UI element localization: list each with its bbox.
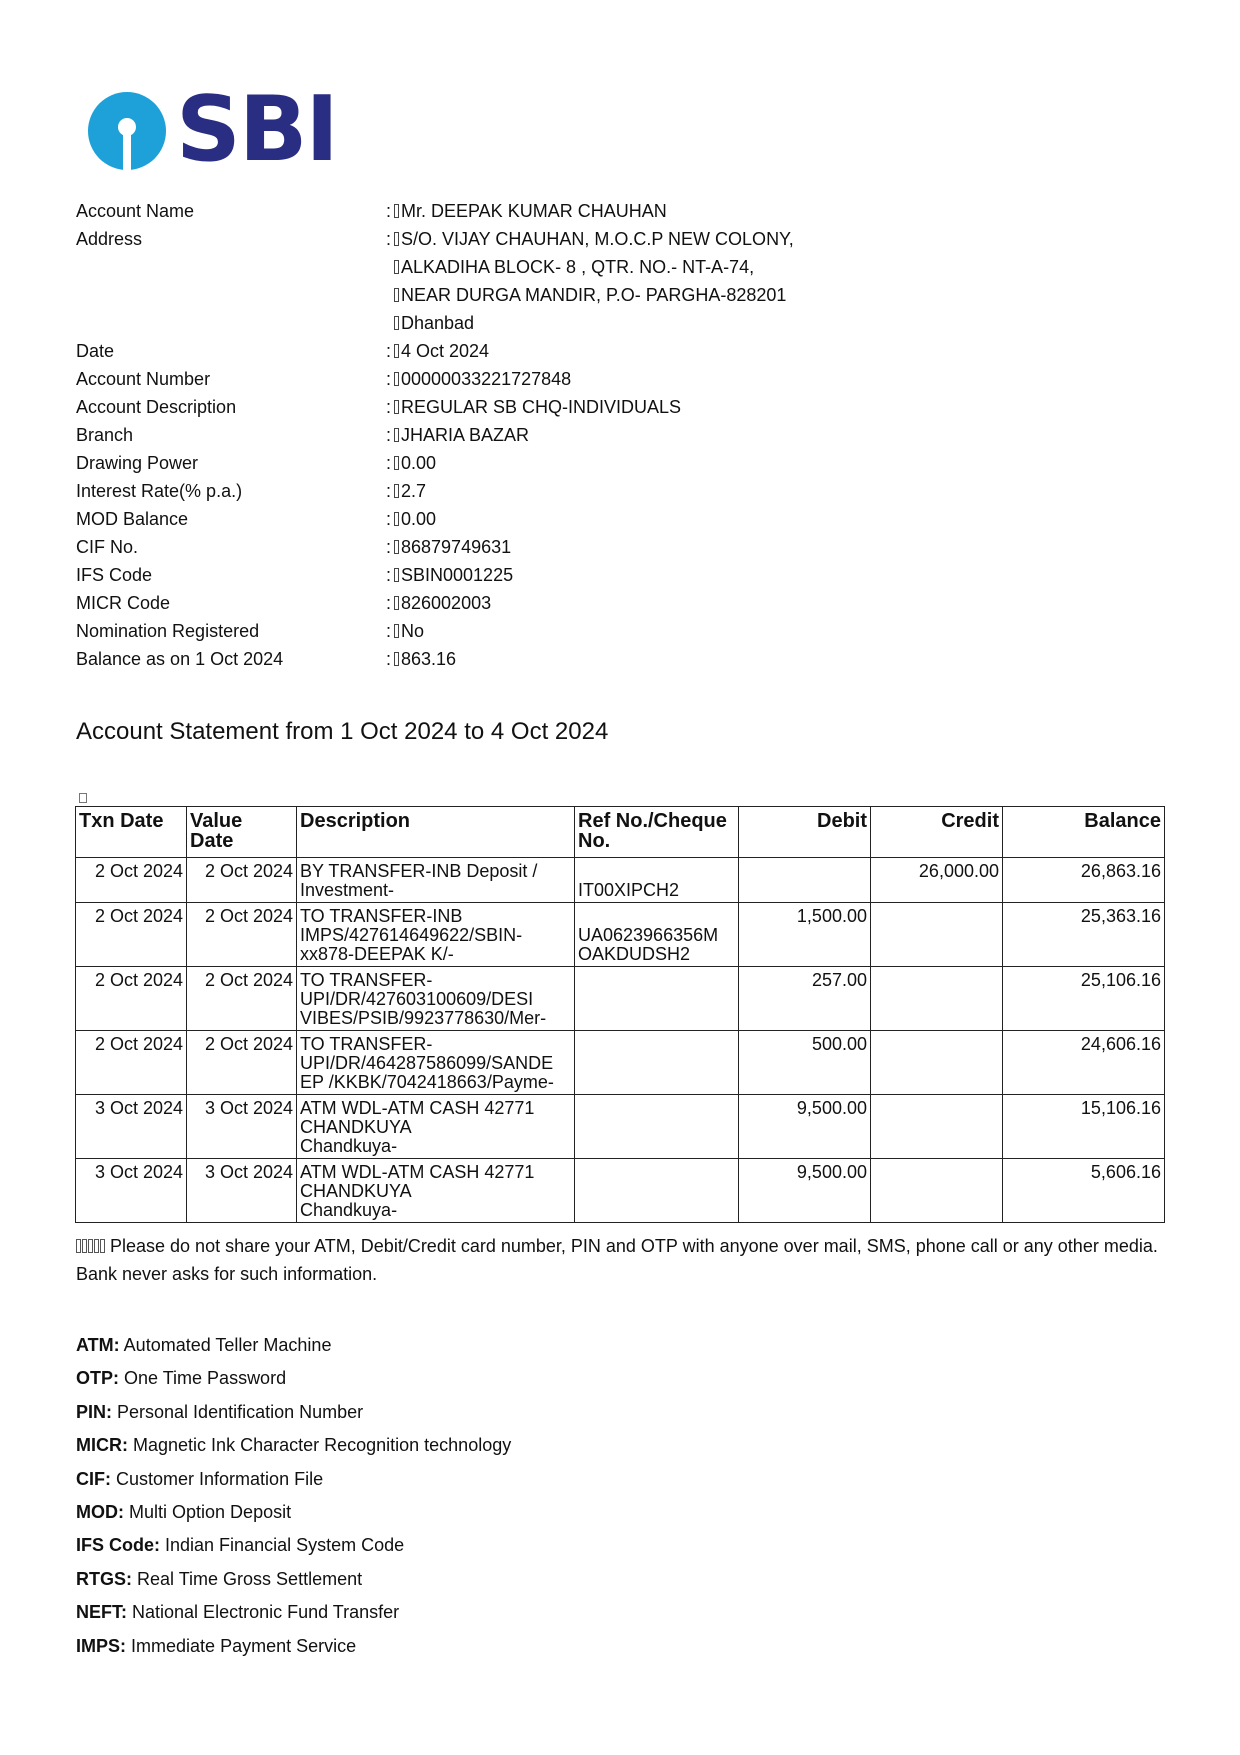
description-line: UPI/DR/464287586099/SANDE: [300, 1053, 554, 1073]
cell-balance: 15,106.16: [1003, 1095, 1165, 1159]
cell-description: [297, 1095, 575, 1159]
glossary-item: [76, 1568, 511, 1601]
account-info-row: [76, 393, 896, 421]
ref-line: OAKDUDSH2: [578, 944, 691, 964]
account-info-value-wrap: [386, 533, 511, 561]
colon-separator: :: [386, 481, 392, 501]
glossary-definition: Customer Information File: [116, 1468, 324, 1489]
description-line: BY TRANSFER-INB Deposit /: [300, 861, 538, 881]
account-info-label: Balance as on 1 Oct 2024: [76, 649, 284, 669]
cell-credit: [871, 903, 1003, 967]
placeholder-glyph: [79, 793, 87, 803]
cell-ref-no: [575, 1159, 739, 1223]
description-line: CHANDKUYA: [300, 1181, 412, 1201]
description-line: Chandkuya-: [300, 1200, 398, 1220]
account-info-value: 4 Oct 2024: [401, 341, 490, 361]
description-line: TO TRANSFER-: [300, 970, 433, 990]
ref-line: [578, 907, 735, 926]
glossary-definition: Indian Financial System Code: [165, 1535, 405, 1556]
account-info-value: Dhanbad: [401, 313, 475, 333]
account-info-value-wrap: [386, 589, 491, 617]
description-line: Investment-: [300, 880, 395, 900]
glossary-definition: Personal Identification Number: [117, 1401, 364, 1422]
header-balance: Balance: [1003, 807, 1165, 858]
description-line: ATM WDL-ATM CASH 42771: [300, 1162, 535, 1182]
cell-balance: 5,606.16: [1003, 1159, 1165, 1223]
glossary-term: OTP:: [76, 1368, 119, 1389]
placeholder-glyph: [394, 624, 399, 638]
header-value-date: [187, 807, 297, 858]
description-line: xx878-DEEPAK K/-: [300, 944, 454, 964]
glossary-item: [76, 1635, 511, 1668]
cell-ref-no: [575, 903, 739, 967]
account-info-value: ALKADIHA BLOCK- 8 , QTR. NO.- NT-A-74,: [401, 257, 755, 277]
account-info-value-wrap: [386, 253, 754, 281]
cell-ref-no: [575, 1031, 739, 1095]
placeholder-glyphs: [76, 1239, 110, 1253]
account-info-label: Account Description: [76, 397, 237, 417]
cell-txn-date: 2 Oct 2024: [76, 1031, 187, 1095]
account-info-value-wrap: [386, 225, 794, 253]
cell-description: [297, 858, 575, 903]
account-info-row: [76, 281, 896, 309]
cell-txn-date: 2 Oct 2024: [76, 967, 187, 1031]
transactions-table: [75, 806, 1165, 1223]
cell-debit: 9,500.00: [739, 1159, 871, 1223]
ref-line: [578, 1163, 735, 1182]
account-info-row: [76, 309, 896, 337]
glossary-item: [76, 1334, 511, 1367]
colon-separator: :: [386, 565, 392, 585]
glossary-item: [76, 1468, 511, 1501]
cell-txn-date: 3 Oct 2024: [76, 1095, 187, 1159]
ref-line: [578, 971, 735, 990]
account-info-value-wrap: [386, 365, 571, 393]
glossary-term: MOD:: [76, 1501, 124, 1522]
placeholder-glyph: [394, 400, 399, 414]
ref-line: [578, 1035, 735, 1054]
cell-debit: 9,500.00: [739, 1095, 871, 1159]
placeholder-glyph: [394, 540, 399, 554]
cell-value-date: 3 Oct 2024: [187, 1095, 297, 1159]
account-info-label: [76, 281, 386, 309]
sbi-logo-icon: [86, 90, 168, 172]
cell-ref-no: [575, 967, 739, 1031]
colon-separator: :: [386, 453, 392, 473]
cell-ref-no: [575, 1095, 739, 1159]
cell-description: [297, 967, 575, 1031]
placeholder-glyph: [394, 484, 399, 498]
cell-value-date: 2 Oct 2024: [187, 903, 297, 967]
account-info-row: [76, 561, 896, 589]
account-info-value: SBIN0001225: [401, 565, 514, 585]
cell-balance: 25,106.16: [1003, 967, 1165, 1031]
placeholder-glyph: [394, 260, 399, 274]
account-info-row: [76, 617, 896, 645]
header-ref-line1: Ref No./Cheque: [578, 810, 727, 832]
account-info-label: CIF No.: [76, 537, 139, 557]
cell-description: [297, 903, 575, 967]
account-info-row: [76, 197, 896, 225]
placeholder-glyph: [394, 512, 399, 526]
header-credit: Credit: [871, 807, 1003, 858]
header-ref-no: [575, 807, 739, 858]
colon-separator: :: [386, 397, 392, 417]
account-info-row: [76, 449, 896, 477]
security-warning-text: Please do not share your ATM, Debit/Credit card number, PIN and OTP with anyone over mail, SMS, phone call or any other media. Bank never asks for such information.: [76, 1236, 1158, 1284]
cell-debit: 1,500.00: [739, 903, 871, 967]
colon-separator: :: [386, 201, 392, 221]
description-line: TO TRANSFER-INB: [300, 906, 463, 926]
cell-value-date: 2 Oct 2024: [187, 1031, 297, 1095]
cell-description: [297, 1159, 575, 1223]
account-info-value: Mr. DEEPAK KUMAR CHAUHAN: [401, 201, 667, 221]
glossary-definition: National Electronic Fund Transfer: [132, 1602, 400, 1623]
account-info-value: 863.16: [401, 649, 457, 669]
header-value-date-line1: Value: [190, 810, 243, 832]
description-line: ATM WDL-ATM CASH 42771: [300, 1098, 535, 1118]
sbi-logo-text: SBI: [176, 77, 337, 182]
cell-txn-date: 3 Oct 2024: [76, 1159, 187, 1223]
account-info-value: No: [401, 621, 425, 641]
colon-separator: :: [386, 229, 392, 249]
placeholder-glyph: [394, 204, 399, 218]
cell-credit: 26,000.00: [871, 858, 1003, 903]
placeholder-glyph: [394, 372, 399, 386]
placeholder-glyph: [394, 316, 399, 330]
colon-separator: :: [386, 621, 392, 641]
account-info-value-wrap: [386, 561, 513, 589]
account-info-row: [76, 645, 896, 673]
account-info-row: [76, 477, 896, 505]
account-info-label: Interest Rate(% p.a.): [76, 481, 243, 501]
glossary-item: [76, 1501, 511, 1534]
glossary-item: [76, 1367, 511, 1400]
account-info-label: Drawing Power: [76, 453, 199, 473]
account-info-value-wrap: [386, 645, 456, 673]
account-info-value: 0.00: [401, 453, 437, 473]
glossary-term: IMPS:: [76, 1635, 127, 1656]
header-description: Description: [297, 807, 575, 858]
glossary-term: PIN:: [76, 1401, 112, 1422]
account-info-value: REGULAR SB CHQ-INDIVIDUALS: [401, 397, 682, 417]
description-line: EP /KKBK/7042418663/Payme-: [300, 1072, 554, 1092]
table-header-row: [76, 807, 1165, 858]
glossary-definition: Immediate Payment Service: [131, 1635, 357, 1656]
account-info-label: IFS Code: [76, 565, 153, 585]
glossary-item: [76, 1401, 511, 1434]
description-line: IMPS/427614649622/SBIN-: [300, 925, 523, 945]
placeholder-glyph: [394, 232, 399, 246]
account-info-row: [76, 421, 896, 449]
glossary-term: IFS Code:: [76, 1535, 160, 1556]
placeholder-glyph: [394, 344, 399, 358]
ref-line: UA0623966356M: [578, 925, 719, 945]
account-info-value: 826002003: [401, 593, 492, 613]
ref-line: [578, 1099, 735, 1118]
cell-credit: [871, 1031, 1003, 1095]
colon-separator: :: [386, 509, 392, 529]
glossary-term: CIF:: [76, 1468, 111, 1489]
table-row: [76, 1095, 1165, 1159]
header-ref-line2: No.: [578, 830, 611, 852]
account-info-label: Branch: [76, 425, 134, 445]
account-info-value: 0.00: [401, 509, 437, 529]
account-info-value: 00000033221727848: [401, 369, 572, 389]
account-info-row: [76, 365, 896, 393]
cell-ref-no: [575, 858, 739, 903]
glossary-term: MICR:: [76, 1435, 128, 1456]
cell-description: [297, 1031, 575, 1095]
glossary-term: NEFT:: [76, 1602, 127, 1623]
header-debit: Debit: [739, 807, 871, 858]
account-info-label: [76, 253, 386, 281]
cell-debit: 500.00: [739, 1031, 871, 1095]
glossary-term: RTGS:: [76, 1568, 132, 1589]
glossary-definition: Real Time Gross Settlement: [137, 1568, 363, 1589]
colon-separator: :: [386, 649, 392, 669]
table-row: [76, 1159, 1165, 1223]
account-info-label: Nomination Registered: [76, 621, 260, 641]
colon-separator: :: [386, 593, 392, 613]
ref-line: IT00XIPCH2: [578, 880, 680, 900]
colon-separator: :: [386, 425, 392, 445]
account-info-value-wrap: [386, 505, 436, 533]
table-row: [76, 967, 1165, 1031]
account-info-label: MICR Code: [76, 593, 171, 613]
account-info-value-wrap: [386, 197, 667, 225]
placeholder-glyph: [394, 456, 399, 470]
account-info-label: Date: [76, 341, 115, 361]
colon-separator: :: [386, 369, 392, 389]
glossary-term: ATM:: [76, 1335, 120, 1355]
account-info-value: NEAR DURGA MANDIR, P.O- PARGHA-828201: [401, 285, 787, 305]
account-info-label: MOD Balance: [76, 509, 189, 529]
glossary: [76, 1334, 511, 1668]
cell-debit: 257.00: [739, 967, 871, 1031]
placeholder-glyph: [394, 652, 399, 666]
account-info-label: Account Number: [76, 369, 211, 389]
security-warning: [76, 1232, 1166, 1288]
account-info-row: [76, 505, 896, 533]
cell-balance: 26,863.16: [1003, 858, 1165, 903]
cell-txn-date: 2 Oct 2024: [76, 858, 187, 903]
account-info-row: [76, 253, 896, 281]
description-line: Chandkuya-: [300, 1136, 398, 1156]
account-info-row: [76, 225, 896, 253]
placeholder-glyph: [394, 428, 399, 442]
colon-separator: :: [386, 341, 392, 361]
cell-value-date: 2 Oct 2024: [187, 858, 297, 903]
account-info-value-wrap: [386, 421, 529, 449]
glossary-item: [76, 1434, 511, 1467]
header-txn-date: Txn Date: [76, 807, 187, 858]
cell-balance: 25,363.16: [1003, 903, 1165, 967]
account-info-row: [76, 337, 896, 365]
account-info-row: [76, 533, 896, 561]
description-line: CHANDKUYA: [300, 1117, 412, 1137]
glossary-definition: One Time Password: [124, 1368, 287, 1389]
cell-balance: 24,606.16: [1003, 1031, 1165, 1095]
account-info: [76, 197, 896, 673]
account-info-label: [76, 309, 386, 337]
cell-value-date: 2 Oct 2024: [187, 967, 297, 1031]
glossary-item: [76, 1601, 511, 1634]
glossary-definition: Multi Option Deposit: [129, 1501, 292, 1522]
description-line: VIBES/PSIB/9923778630/Mer-: [300, 1008, 547, 1028]
account-info-value-wrap: [386, 477, 426, 505]
ref-line: [578, 862, 735, 881]
table-row: [76, 858, 1165, 903]
account-info-value-wrap: [386, 393, 681, 421]
account-info-value: 2.7: [401, 481, 427, 501]
sbi-logo: [86, 77, 337, 182]
cell-value-date: 3 Oct 2024: [187, 1159, 297, 1223]
statement-title: Account Statement from 1 Oct 2024 to 4 Oct 2024: [76, 718, 609, 745]
cell-credit: [871, 1159, 1003, 1223]
account-info-value-wrap: [386, 309, 474, 337]
glossary-definition: Magnetic Ink Character Recognition technology: [133, 1435, 512, 1456]
account-info-value-wrap: [386, 337, 489, 365]
cell-credit: [871, 967, 1003, 1031]
table-row: [76, 903, 1165, 967]
account-info-label: Account Name: [76, 201, 195, 221]
account-info-value: JHARIA BAZAR: [401, 425, 530, 445]
placeholder-glyph: [394, 288, 399, 302]
account-info-value: 86879749631: [401, 537, 512, 557]
account-info-value: S/O. VIJAY CHAUHAN, M.O.C.P NEW COLONY,: [401, 229, 794, 249]
header-value-date-line2: Date: [190, 830, 234, 852]
account-info-value-wrap: [386, 617, 424, 645]
cell-credit: [871, 1095, 1003, 1159]
cell-txn-date: 2 Oct 2024: [76, 903, 187, 967]
account-info-value-wrap: [386, 449, 436, 477]
description-line: UPI/DR/427603100609/DESI: [300, 989, 534, 1009]
description-line: TO TRANSFER-: [300, 1034, 433, 1054]
account-info-row: [76, 589, 896, 617]
glossary-definition: Automated Teller Machine: [123, 1335, 332, 1355]
table-row: [76, 1031, 1165, 1095]
cell-debit: [739, 858, 871, 903]
placeholder-glyph: [394, 596, 399, 610]
account-info-label: Address: [76, 229, 143, 249]
glossary-item: [76, 1534, 511, 1567]
colon-separator: :: [386, 537, 392, 557]
account-info-value-wrap: [386, 281, 786, 309]
placeholder-glyph: [394, 568, 399, 582]
